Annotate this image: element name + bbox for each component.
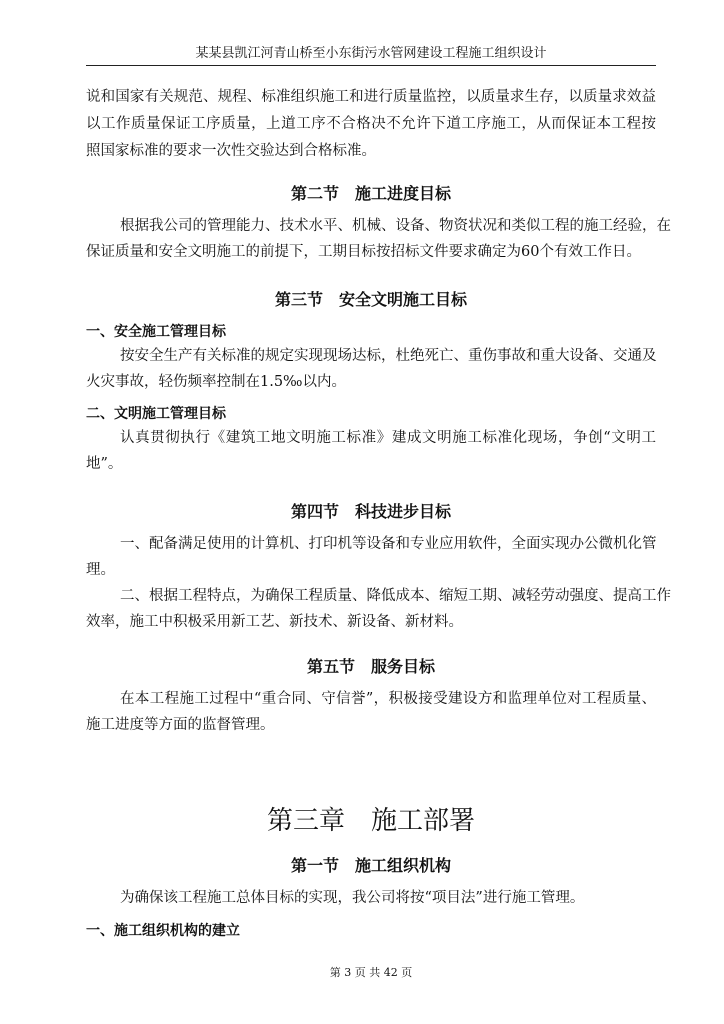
text-line: 效率，施工中积极采用新工艺、新技术、新设备、新材料。 bbox=[86, 614, 463, 630]
text-line: 火灾事故，轻伤频率控制在1.5‰以内。 bbox=[86, 374, 347, 390]
text-line: 地”。 bbox=[86, 456, 123, 472]
subheading-civilized: 二、文明施工管理目标 bbox=[86, 406, 226, 422]
text-line: 照国家标准的要求一次性交验达到合格标准。 bbox=[86, 143, 376, 159]
text-line: 根据我公司的管理能力、技术水平、机械、设备、物资状况和类似工程的施工经验，在 bbox=[120, 218, 671, 234]
section-heading-safety: 第三节 安全文明施工目标 bbox=[274, 290, 467, 309]
text-line: 认真贯彻执行《建筑工地文明施工标准》建成文明施工标准化现场，争创“文明工 bbox=[120, 430, 656, 446]
header-divider bbox=[86, 65, 656, 66]
text-line: 说和国家有关规范、规程、标准组织施工和进行质量监控，以质量求生存，以质量求效益 bbox=[86, 89, 656, 105]
text-line: 保证质量和安全文明施工的前提下，工期目标按招标文件要求确定为60个有效工作日。 bbox=[86, 244, 641, 260]
text-line: 按安全生产有关标准的规定实现现场达标，杜绝死亡、重伤事故和重大设备、交通及 bbox=[120, 348, 657, 364]
text-line: 施工进度等方面的监督管理。 bbox=[86, 717, 275, 733]
text-line: 以工作质量保证工序质量，上道工序不合格决不允许下道工序施工，从而保证本工程按 bbox=[86, 116, 656, 132]
text-line: 理。 bbox=[86, 562, 115, 578]
text-line: 为确保该工程施工总体目标的实现，我公司将按“项目法”进行施工管理。 bbox=[120, 890, 585, 906]
text-line: 在本工程施工过程中“重合同、守信誉”，积极接受建设方和监理单位对工程质量、 bbox=[120, 691, 656, 707]
chapter-title: 第三章 施工部署 bbox=[266, 806, 475, 836]
page-number: 第 3 页 共 42 页 bbox=[329, 966, 413, 979]
section-heading-organization: 第一节 施工组织机构 bbox=[290, 856, 451, 875]
subheading-organization: 一、施工组织机构的建立 bbox=[86, 923, 240, 939]
text-line: 二、根据工程特点，为确保工程质量、降低成本、缩短工期、减轻劳动强度、提高工作 bbox=[120, 588, 671, 604]
section-heading-tech: 第四节 科技进步目标 bbox=[290, 502, 451, 521]
section-heading-progress: 第二节 施工进度目标 bbox=[290, 184, 451, 203]
section-heading-service: 第五节 服务目标 bbox=[306, 657, 435, 676]
subheading-safety: 一、安全施工管理目标 bbox=[86, 324, 226, 340]
running-header: 某某县凯江河青山桥至小东街污水管网建设工程施工组织设计 bbox=[195, 46, 547, 61]
text-line: 一、配备满足使用的计算机、打印机等设备和专业应用软件，全面实现办公微机化管 bbox=[120, 536, 657, 552]
